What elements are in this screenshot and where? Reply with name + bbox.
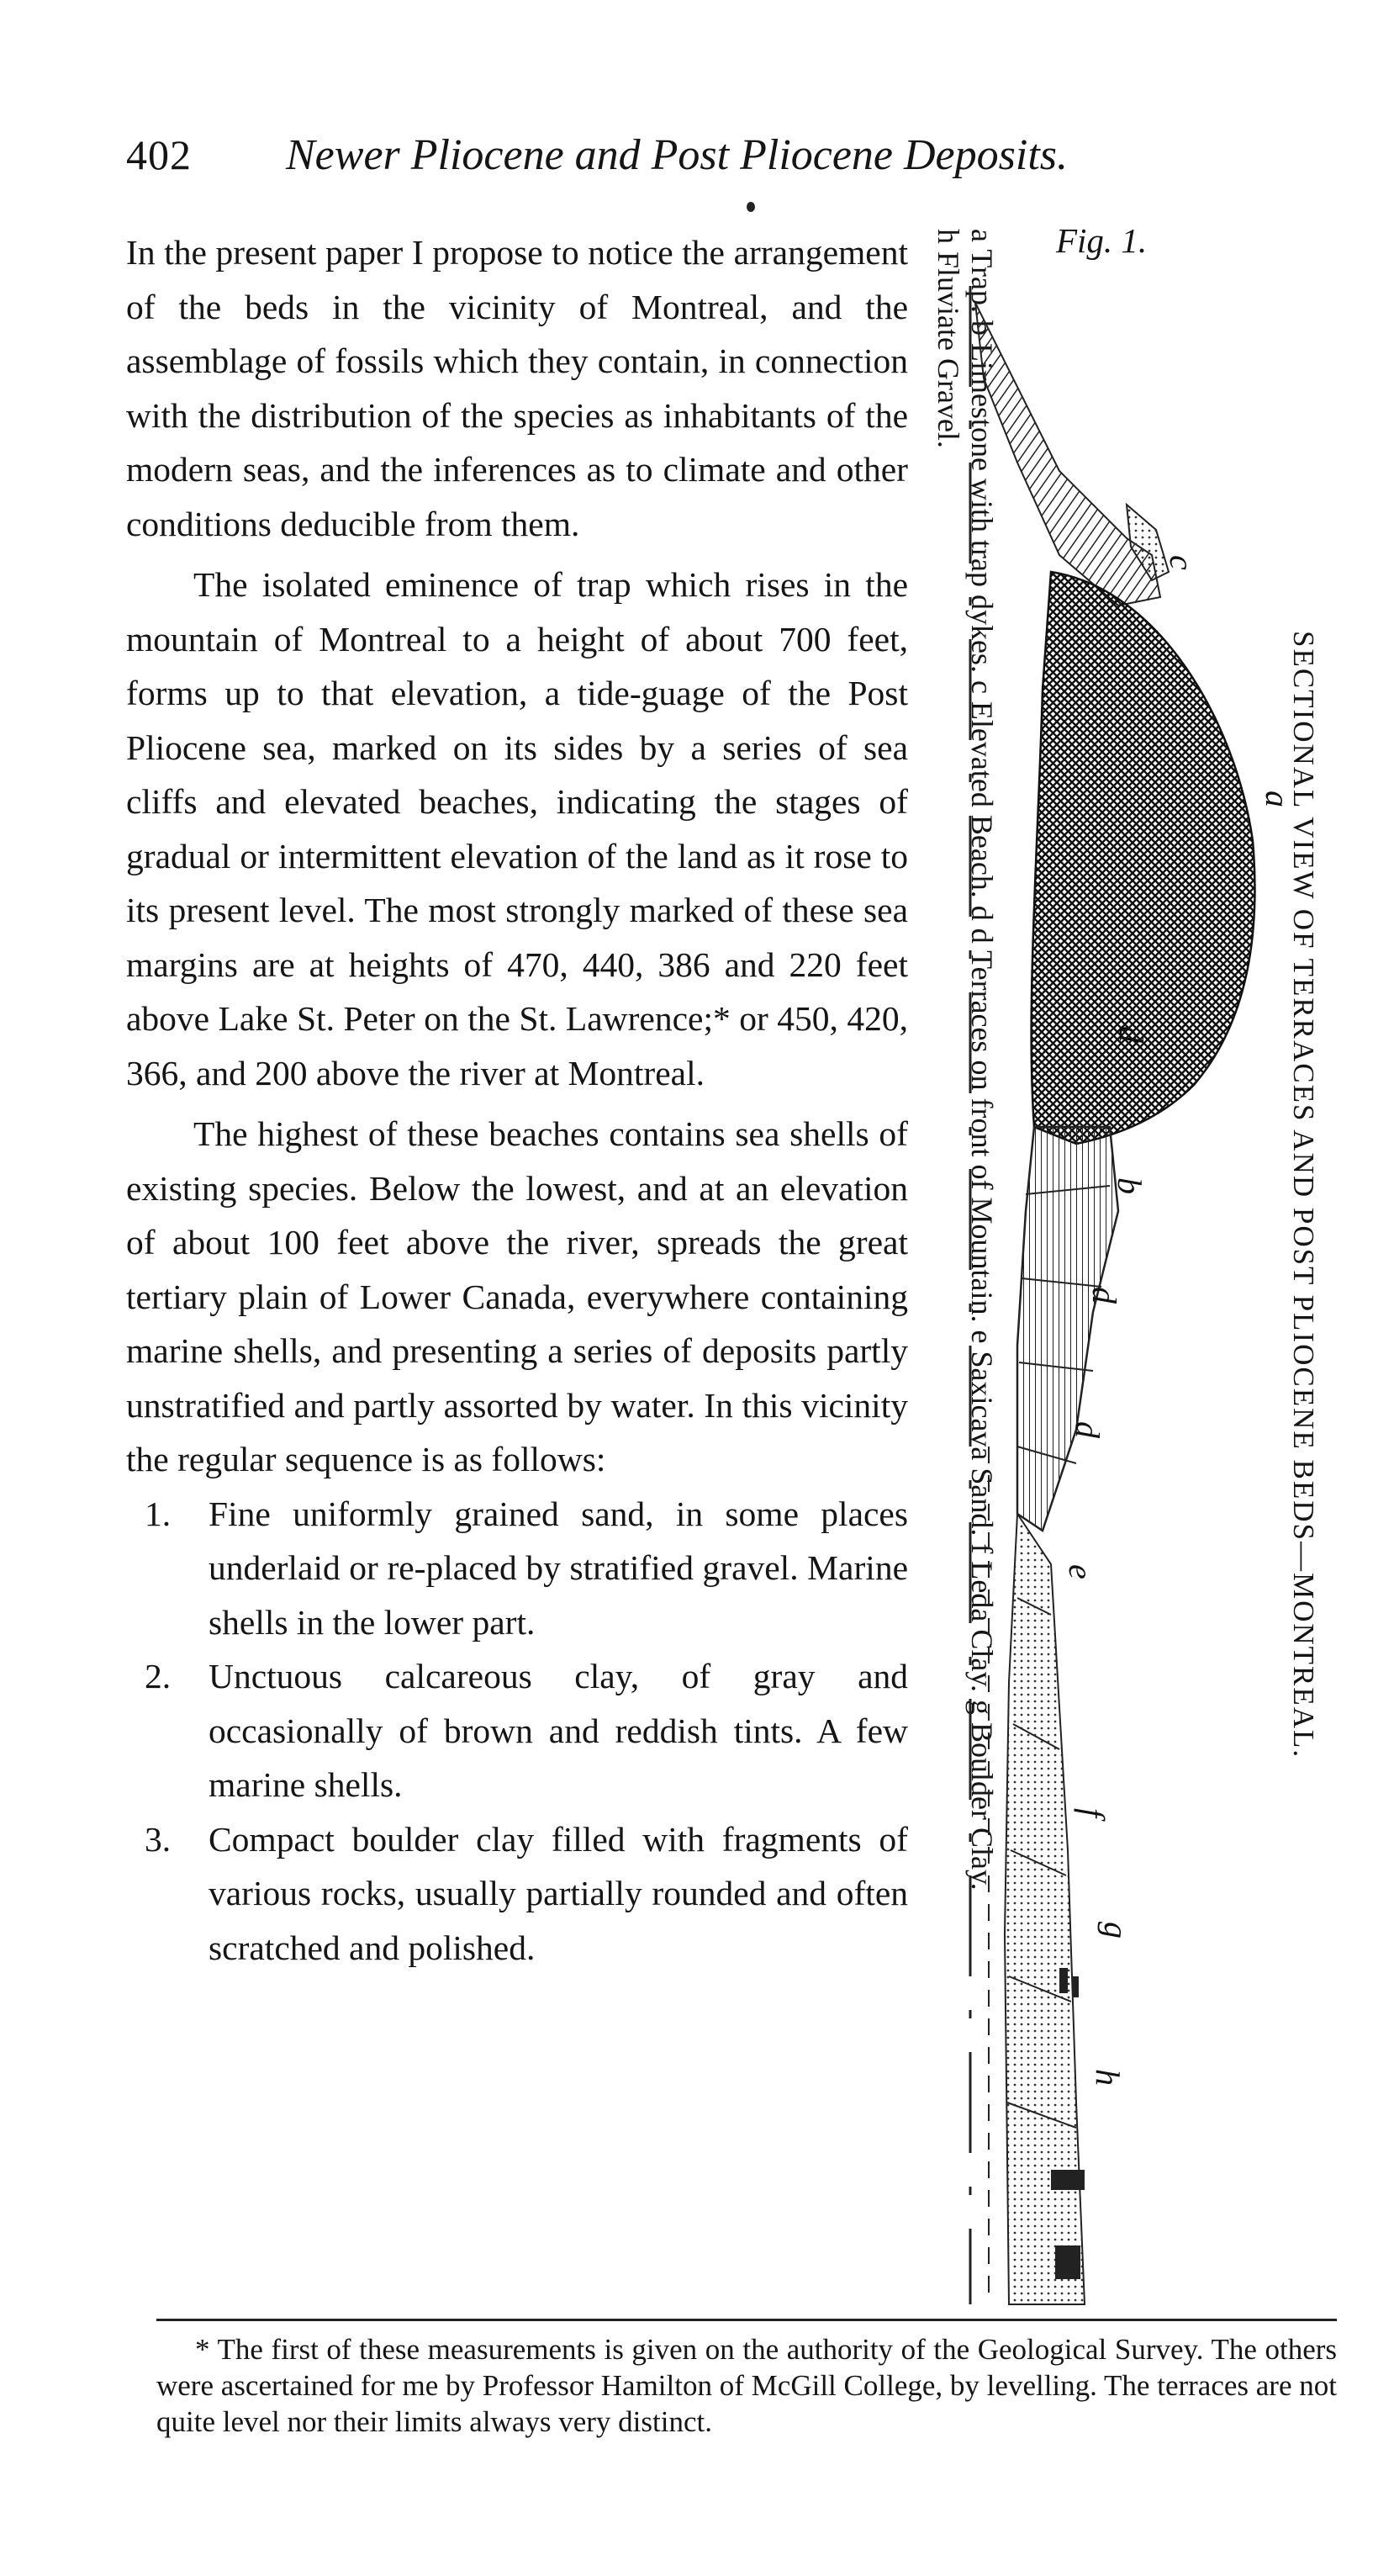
footnote-rule (156, 2319, 1337, 2321)
figure-letter-g: g (1097, 1922, 1135, 1939)
footnote (156, 2331, 1337, 2440)
dashed-guide-lines (970, 286, 989, 2304)
legend-line: a Trap. b Limestone with trap dykes. c Elevated Beach. d d Terraces on front of Mountain. e Saxicava Sand. f Leda Clay. g Boulder Clay. (965, 229, 999, 1891)
list-item (126, 1487, 908, 1650)
ink-dot (747, 202, 755, 212)
page-number: 402 (126, 131, 192, 178)
list-text: Unctuous calcareous clay, of gray and occasionally of brown and reddish tints. A few marine shells. (209, 1657, 908, 1804)
list-text: Compact boulder clay filled with fragments of various rocks, usually partially rounded and often scratched and polished. (209, 1819, 908, 1967)
figure-label: Fig. 1. (1056, 221, 1148, 260)
figure-letter-c: c (1163, 555, 1201, 570)
footnote-text: * The first of these measurements is given on the authority of the Geological Survey. The others were ascertained for me by Professor Hamilton of McGill College, by levelling. The terraces are not quite level nor their limits always very distinct. (156, 2333, 1337, 2438)
trap-mass (1032, 572, 1255, 1144)
list-item (126, 1812, 908, 1976)
running-title: Newer Pliocene and Post Pliocene Deposits. (286, 131, 1069, 179)
figure-letter-f: f (1074, 1808, 1112, 1818)
figure-letter-e: e (1062, 1564, 1100, 1579)
terrace-blocks (1017, 1127, 1118, 1531)
list-number: 2. (145, 1657, 172, 1695)
paragraph-beaches: The highest of these beaches contains sea shells of existing species. Below the lowest, and at an elevation of about 100 feet above the river, spreads the great tertiary plain of Lower Canada, everywhere containing marine shells, and presenting a series of deposits partly unstratified and partly assorted by water. In this vicinity the regular sequence is as follows: (126, 1114, 908, 1478)
body-text (126, 225, 908, 1975)
section-title: SECTIONAL VIEW OF TERRACES AND POST PLIOCENE BEDS—MONTREAL. (1287, 631, 1320, 1759)
geological-section-figure (958, 252, 1296, 2321)
page-header (126, 130, 1177, 189)
figure-letter-d: d (1112, 1026, 1150, 1043)
list-number: 1. (145, 1494, 172, 1533)
figure-letter-d: d (1085, 1287, 1123, 1304)
figure-letter-a: a (1259, 791, 1296, 807)
paragraph-intro: In the present paper I propose to notice the arrangement of the beds in the vicinity of Montreal, and the assemblage of fossils which they contain, in connection with the distribution of the species as inhabitants of the modern seas, and the inferences as to climate and other conditions deducible from them. (126, 233, 908, 543)
list-text: Fine uniformly grained sand, in some places underlaid or re-placed by stratified gravel. Marine shells in the lower part. (209, 1494, 908, 1642)
figure-letter-h: h (1089, 2069, 1127, 2086)
legend-line: h Fluviate Gravel. (932, 229, 965, 448)
sequence-list (126, 1487, 908, 1976)
list-number: 3. (145, 1819, 172, 1859)
figure-letter-b: b (1111, 1177, 1148, 1194)
limestone-upper-bed (975, 303, 1160, 606)
paragraph-eminence: The isolated eminence of trap which rises in the mountain of Montreal to a height of about 700 feet, forms up to that elevation, a tide-guage of the Post Pliocene sea, marked on its sides by a series of sea cliffs and elevated beaches, indicating the stages of gradual or intermittent elevation of the land as it rose to its present level. The most strongly marked of these sea margins are at heights of 470, 440, 386 and 220 feet above Lake St. Peter on the St. Lawrence;* or 450, 420, 366, and 200 above the river at Montreal. (126, 565, 908, 1092)
figure-letter-d: d (1069, 1421, 1106, 1438)
list-item (126, 1649, 908, 1812)
